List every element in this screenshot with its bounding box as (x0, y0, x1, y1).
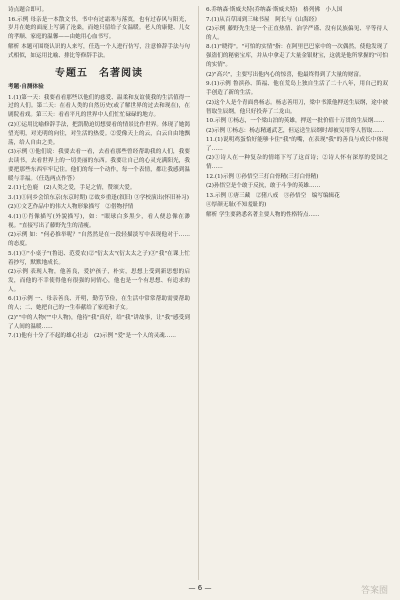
left-body-2: (2)①运用比喻修辞手法，把凯勒迫切想要看的情景比作世界。体现了她渴望光明，对光明的向往，对生活的热爱。②爱像天上的云，白云自由地飘荡，给人自由之美。 (8, 121, 190, 146)
section-title: 专题五 名著阅读 (55, 67, 143, 79)
left-column (8, 6, 190, 342)
right-line-10: 11.(1)说明鸡蛋恰好能够卡住"我"的嘴，在表现"我"的善良与成长中体现了…… (206, 137, 388, 152)
right-line-9: (2)示例 ①杨志：杨志精通武艺，但运送生辰纲时却被吴用等人智取…… (206, 127, 384, 134)
right-line-15: ④厚颜无耻(不知羞耻的) (206, 202, 267, 209)
left-body-8: (2)示例 如："何必推举呢？"自然然是在一段轻描淡写中表现他对于……的态度。 (8, 232, 190, 248)
right-line-2: 7.(1)从百草园到三味书屋 阿长与《山海经》 (206, 16, 320, 23)
left-body-3: (3)示例 ①他们说：我要去看一看，去看看那些曾经帮助我的人们，我要去读书，去看世界上的一切美丽的东西。我要让自己的心灵充满阳光，我要把那些东西牢牢记住。他们的每一个动作，每一个表情，都让我感到温暖与幸福。（任选两点作答） (8, 149, 190, 182)
watermark: 答案圈 (360, 586, 388, 596)
right-line-8: 10.示例 ①杨志，一个梁山泊的英雄，押送一批价值十万贯的生辰纲…… (206, 118, 385, 125)
right-line-14: 13.示例 ①唐三藏 ②猪八戒 ③孙悟空 编写编辑花 (206, 192, 340, 199)
left-body-13: 7.(1)他有十分了不起的雄心壮志 (2)示例 "爱"是一个人的灵魂…… (8, 333, 176, 340)
right-line-12: 12.(1)示例 ①孙悟空三打白骨精(三打白骨精) (206, 173, 319, 180)
right-line-11: (2)①诗人在一种复杂的情绪下写了这首诗；②诗人怀有深厚的爱国之情…… (206, 155, 388, 171)
left-body-11: 6.(1)示例 一、母亲善良、开明，勤劳节俭，在生活中常常帮助需要帮助的人；二、她把自己的一生奉献给了家庭和子女。 (8, 296, 190, 312)
right-column (206, 6, 388, 220)
left-body-10: (2)示例 表现人物，他善良，爱护孩子，朴实，思想上受到新思想的启发，而他的不幸使得他有很强的同情心，他也是一个有思想、有追求的人。 (8, 269, 190, 293)
right-line-6: 9.(1)示例 鲁滨孙、笛福、他在荒岛上独自生活了二十八年，用自己的双手创造了新的生活。 (206, 81, 388, 97)
right-line-4: 8.(1)"晓得"。"可怕的实情"指：在阿里巴巴家中的一次偶然，使他发现了强盗们的秘密宝库，并从中拿走了大量金银财宝，这就是他所掌握的"可怕的实情"。 (206, 44, 388, 69)
right-line-7: (2)这个人是个青面兽杨志。杨志善用刀，梁中书派他押送生辰纲，途中被智取生辰纲，他只好投奔了二龙山。 (206, 99, 388, 115)
left-top-line-2: 16.示例 母亲是一本散文书，书中有过霜寒与落寞，也有过春风与阳光，岁月在她的面庞上写满了沧桑，而她只留给子女温暖。老人的康健、儿女的孝顺、家庭的温馨——由她用心血书写。 (8, 16, 190, 41)
right-line-5: (2)"高兴"，主要写出他内心的惊喜，他最终得到了大量的财富。 (206, 71, 365, 78)
column-divider (198, 6, 199, 580)
left-body-7: 4.(1)①肖像描写(外貌描写)，如："眼球白多黑少，看人便总像在渺视。"直接写出了藤野先生的清瘦。 (8, 213, 190, 229)
right-line-16: 解析 学生要熟悉名著主要人物的性格特点…… (206, 211, 320, 218)
left-body-4: 2.(1)七色鹿 (2)人类之爱，手足之情，赞颂大爱。 (8, 185, 136, 192)
left-body-1: 1.(1)第一天：我要看看那些以他们的慈爱、温柔和友谊使我的生活值得一过的人们。第二天：在看人类的自然历史(或了解世界的过去和现在)，在剧院看戏。第三天：看看平凡的世界中人们忙忙碌碌的地方。 (8, 94, 190, 119)
left-body-12: (2)""中的人物(""中人物)，他待"我"真好，给"我"讲故事，让"我"感受到了人间的温暖…… (8, 314, 190, 330)
right-line-1: 6.乔纳森·斯威夫特(乔纳森·斯威夫特) 格列佛 小人国 (206, 7, 343, 13)
left-body-5: 3.(1)①同乡会馆东京(东京时期) ②故乡重逢(叙旧) ③学校演出(怀旧补习) (8, 194, 189, 201)
right-line-3: (2)示例 藤野先生是一个正直热情、治学严谨、没有民族偏见、平等待人的人。 (206, 26, 388, 41)
left-body-6: (2)①文艺作品中的伟大人物形象描写 ②借物抒情 (8, 204, 134, 211)
left-top-line-1: 诗点题合即可。 (8, 7, 48, 13)
left-body-9: 5.(1)①"小桌子"(鲁迅、范爱农)②"衍太太"(衍太太之子)③"我"在课上忙着抄写，默默地成长。 (8, 250, 190, 266)
page-number: — 6 — (188, 584, 212, 592)
left-top-line-3: 解析 本题可围绕认识的人来写，任选一个人进行仿写，注意修辞手法与句式相似，如运用比喻、排比等修辞手法。 (8, 43, 190, 59)
right-line-13: (2)孙悟空是个敢于反抗，敢于斗争的英雄…… (206, 183, 321, 190)
section-subhead: 考题·自测体验 (8, 83, 44, 90)
